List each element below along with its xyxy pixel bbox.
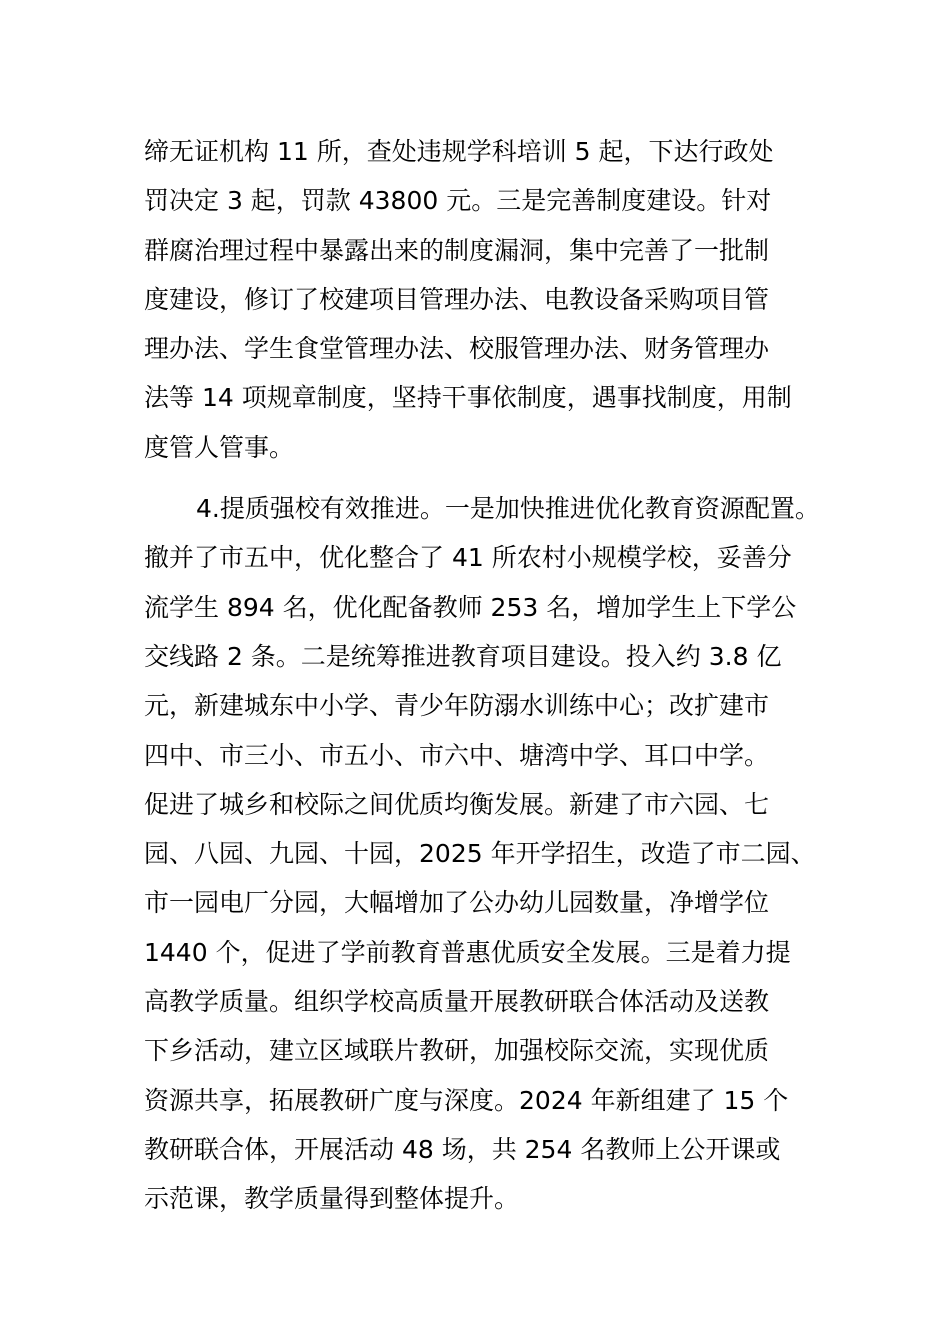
paragraph-2-line: 教研联合体，开展活动 48 场，共 254 名教师上公开课或: [144, 1134, 781, 1164]
document-body: [144, 127, 824, 1224]
paragraph-1-line: 罚决定 3 起，罚款 43800 元。三是完善制度建设。针对: [144, 186, 772, 216]
paragraph-1-line: 法等 14 项规章制度，坚持干事依制度，遇事找制度，用制: [144, 383, 792, 413]
paragraph-1-line: 度建设，修订了校建项目管理办法、电教设备采购项目管: [144, 284, 770, 314]
paragraph-2-line: 交线路 2 条。二是统筹推进教育项目建设。投入约 3.8 亿: [144, 641, 782, 671]
paragraph-2-line: 高教学质量。组织学校高质量开展教研联合体活动及送教: [144, 987, 770, 1017]
paragraph-spacer: [144, 472, 824, 484]
paragraph-1: [144, 127, 824, 472]
paragraph-1-line: 度管人管事。: [144, 432, 295, 462]
paragraph-2-line: 撤并了市五中，优化整合了 41 所农村小规模学校，妥善分: [144, 543, 792, 573]
paragraph-2-line: 园、八园、九园、十园，2025 年开学招生，改造了市二园、: [144, 839, 816, 869]
paragraph-2: [144, 484, 824, 1223]
paragraph-2-line: 四中、市三小、市五小、市六中、塘湾中学、耳口中学。: [144, 740, 770, 770]
paragraph-2-line: 下乡活动，建立区域联片教研，加强校际交流，实现优质: [144, 1036, 770, 1066]
paragraph-2-heading-line: 4.提质强校有效推进。一是加快推进优化教育资源配置。: [196, 494, 820, 524]
paragraph-1-line: 理办法、学生食堂管理办法、校服管理办法、财务管理办: [144, 334, 770, 364]
paragraph-2-line: 示范课，教学质量得到整体提升。: [144, 1184, 520, 1214]
paragraph-2-line: 市一园电厂分园，大幅增加了公办幼儿园数量，净增学位: [144, 888, 770, 918]
paragraph-2-line: 流学生 894 名，优化配备教师 253 名，增加学生上下学公: [144, 592, 797, 622]
paragraph-1-line: 缔无证机构 11 所，查处违规学科培训 5 起，下达行政处: [144, 137, 774, 166]
paragraph-2-line: 促进了城乡和校际之间优质均衡发展。新建了市六园、七: [144, 789, 770, 819]
paragraph-2-line: 1440 个，促进了学前教育普惠优质安全发展。三是着力提: [144, 937, 791, 967]
paragraph-2-line: 元，新建城东中小学、青少年防溺水训练中心；改扩建市: [144, 691, 770, 721]
paragraph-1-line: 群腐治理过程中暴露出来的制度漏洞，集中完善了一批制: [144, 235, 770, 265]
paragraph-2-line: 资源共享，拓展教研广度与深度。2024 年新组建了 15 个: [144, 1085, 789, 1115]
